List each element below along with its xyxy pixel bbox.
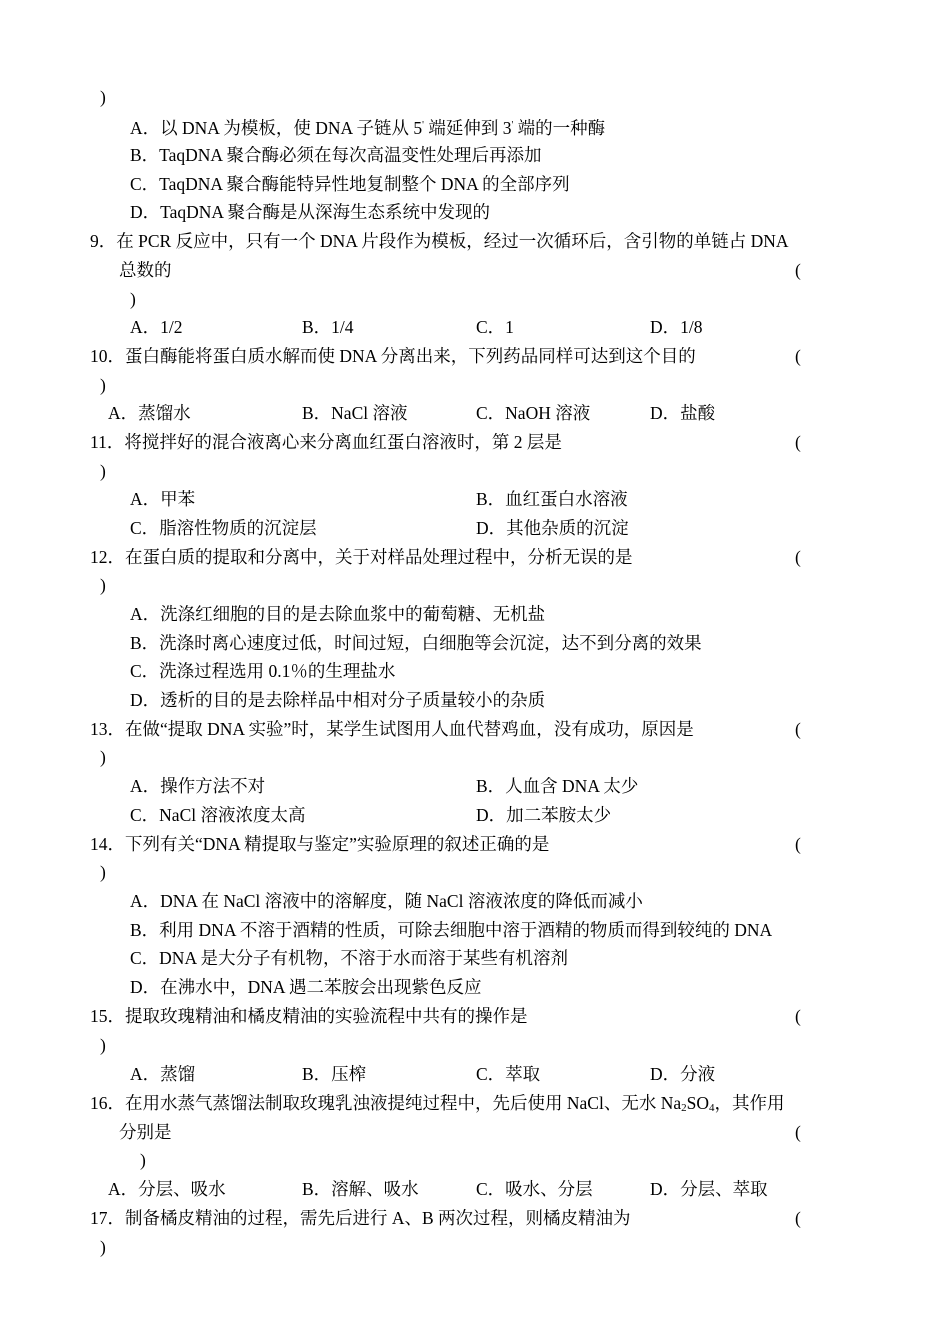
q16-option-a: A．分层、吸水: [108, 1179, 226, 1199]
q12-option-d: D．透析的目的是去除样品中相对分子质量较小的杂质: [130, 690, 546, 710]
q9-stem: 9．在 PCR 反应中，只有一个 DNA 片段作为模板，经过一次循环后，含引物的单链占 DNA: [90, 231, 789, 251]
q15-option-b: B．压榨: [302, 1064, 367, 1084]
q14-close-paren: ): [100, 862, 106, 882]
q16-stem-text3: ，其作用: [714, 1093, 785, 1113]
q13-stem: 13．在做“提取 DNA 实验”时，某学生试图用人血代替鸡血，没有成功，原因是: [90, 719, 694, 739]
q15-option-c: C．萃取: [476, 1064, 541, 1084]
q16-option-c: C．吸水、分层: [476, 1179, 593, 1199]
q10-option-b: B．NaCl 溶液: [302, 403, 408, 423]
q13-option-b: B．人血含 DNA 太少: [476, 776, 639, 796]
q15-option-a: A．蒸馏: [130, 1064, 196, 1084]
q9-open-paren: (: [795, 260, 801, 280]
q14-stem: 14．下列有关“DNA 精提取与鉴定”实验原理的叙述正确的是: [90, 834, 550, 854]
q8-option-b: B．TaqDNA 聚合酶必须在每次高温变性处理后再添加: [130, 145, 542, 165]
q11-option-a: A．甲苯: [130, 489, 196, 509]
q12-option-c: C．洗涤过程选用 0.1％的生理盐水: [130, 661, 396, 681]
q15-open-paren: (: [795, 1006, 801, 1026]
q11-option-b: B．血红蛋白水溶液: [476, 489, 628, 509]
q9-option-c: C．1: [476, 317, 514, 337]
q16-stem-cont: 分别是: [119, 1122, 172, 1142]
q16-subscript-2: 2: [681, 1102, 687, 1114]
q10-option-a: A．蒸馏水: [108, 403, 191, 423]
q16-subscript-4: 4: [708, 1102, 715, 1114]
q9-stem-cont: 总数的: [119, 260, 172, 280]
q11-option-d: D．其他杂质的沉淀: [476, 518, 629, 538]
q14-option-d: D．在沸水中，DNA 遇二苯胺会出现紫色反应: [130, 977, 482, 997]
q15-close-paren: ): [100, 1035, 106, 1055]
q17-stem: 17．制备橘皮精油的过程，需先后进行 A、B 两次过程，则橘皮精油为: [90, 1208, 631, 1228]
q9-close-paren: ): [130, 289, 136, 309]
q12-option-b: B．洗涤时离心速度过低，时间过短，白细胞等会沉淀，达不到分离的效果: [130, 633, 702, 653]
q11-close-paren: ): [100, 461, 106, 481]
q16-option-d: D．分层、萃取: [650, 1179, 768, 1199]
q10-option-c: C．NaOH 溶液: [476, 403, 591, 423]
q8-prime1: ': [422, 120, 424, 131]
q8-option-c: C．TaqDNA 聚合酶能特异性地复制整个 DNA 的全部序列: [130, 174, 570, 194]
q11-open-paren: (: [795, 432, 801, 452]
q9-option-d: D．1/8: [650, 317, 703, 337]
q16-stem-text1: 16．在用水蒸气蒸馏法制取玫瑰乳浊液提纯过程中，先后使用 NaCl、无水 Na: [90, 1093, 682, 1113]
q12-option-a: A．洗涤红细胞的目的是去除血浆中的葡萄糖、无机盐: [130, 604, 546, 624]
q14-option-b: B．利用 DNA 不溶于酒精的性质，可除去细胞中溶于酒精的物质而得到较纯的 DNA: [130, 920, 773, 940]
q8-option-a-text1: A．以 DNA 为模板，使 DNA 子链从 5: [130, 118, 423, 138]
q10-close-paren: ): [100, 375, 106, 395]
q12-stem: 12．在蛋白质的提取和分离中，关于对样品处理过程中，分析无误的是: [90, 547, 633, 567]
q16-open-paren: (: [795, 1122, 801, 1142]
q13-close-paren: ): [100, 747, 106, 767]
q13-open-paren: (: [795, 719, 801, 739]
q13-option-c: C．NaCl 溶液浓度太高: [130, 805, 306, 825]
q8-option-a-text3: 端的一种酶: [513, 118, 606, 138]
q16-option-b: B．溶解、吸水: [302, 1179, 419, 1199]
q8-close-paren: ): [100, 87, 106, 107]
q15-option-d: D．分液: [650, 1064, 716, 1084]
q8-option-a: [130, 115, 605, 139]
q14-option-a: A．DNA 在 NaCl 溶液中的溶解度，随 NaCl 溶液浓度的降低而减小: [130, 891, 643, 911]
q14-option-c: C．DNA 是大分子有机物，不溶于水而溶于某些有机溶剂: [130, 948, 568, 968]
q10-stem: 10．蛋白酶能将蛋白质水解而使 DNA 分离出来，下列药品同样可达到这个目的: [90, 346, 696, 366]
q15-stem: 15．提取玫瑰精油和橘皮精油的实验流程中共有的操作是: [90, 1006, 528, 1026]
q8-prime2: ': [511, 120, 514, 131]
q13-option-a: A．操作方法不对: [130, 776, 266, 796]
q9-option-a: A．1/2: [130, 317, 183, 337]
q11-option-c: C．脂溶性物质的沉淀层: [130, 518, 317, 538]
q14-open-paren: (: [795, 834, 801, 854]
q10-open-paren: (: [795, 346, 801, 366]
q12-close-paren: ): [100, 575, 106, 595]
q16-stem-text2: SO: [686, 1093, 709, 1113]
q12-open-paren: (: [795, 547, 801, 567]
q11-stem: 11．将搅拌好的混合液离心来分离血红蛋白溶液时，第 2 层是: [90, 432, 562, 452]
q16-close-paren: ): [140, 1150, 146, 1170]
q10-option-d: D．盐酸: [650, 403, 716, 423]
q8-option-d: D．TaqDNA 聚合酶是从深海生态系统中发现的: [130, 202, 490, 222]
q9-option-b: B．1/4: [302, 317, 354, 337]
q16-stem: [90, 1092, 784, 1119]
q13-option-d: D．加二苯胺太少: [476, 805, 612, 825]
q17-open-paren: (: [795, 1208, 801, 1228]
q8-option-a-text2: 端延伸到 3: [423, 118, 512, 138]
q17-close-paren: ): [100, 1237, 106, 1257]
